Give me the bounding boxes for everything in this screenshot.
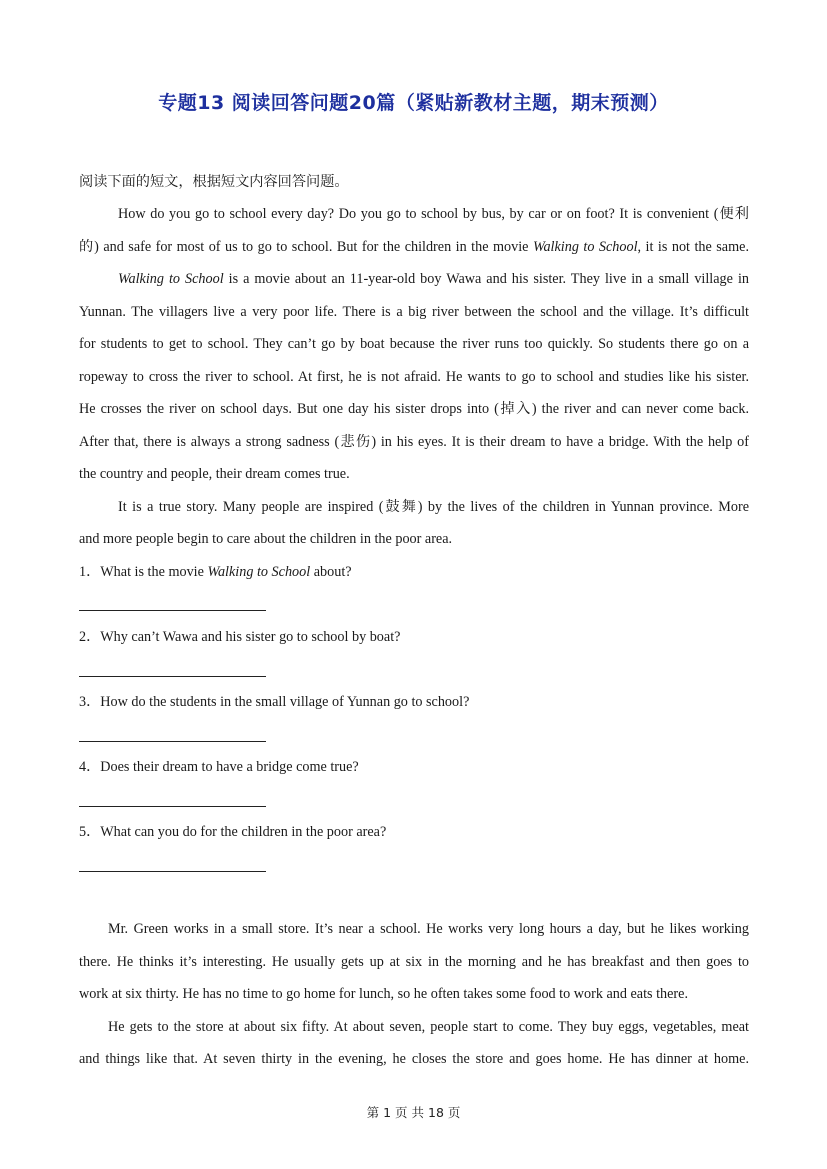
instruction: 阅读下面的短文，根据短文内容回答问题。 <box>79 174 349 190</box>
passage1-line-3: Walking to School is a movie about an 11-year-old boy Wawa and his sister. They live in a small village in <box>118 271 749 287</box>
page-footer: 第 1 页 共 18 页 <box>366 1105 461 1120</box>
question-4: 4．Does their dream to have a bridge come true? <box>79 759 359 775</box>
answer-line-3[interactable] <box>79 741 266 742</box>
answer-line-5[interactable] <box>79 871 266 872</box>
question-5: 5．What can you do for the children in the poor area? <box>79 824 387 840</box>
answer-line-1[interactable] <box>79 610 266 611</box>
passage1-line-2: 的) and safe for most of us to go to school. But for the children in the movie Walking to School, it is not the same. <box>79 239 749 255</box>
question-1: 1．What is the movie Walking to School about? <box>79 564 352 580</box>
page-title: 专题13 阅读回答问题20篇（紧贴新教材主题，期末预测） <box>158 92 669 114</box>
passage1-line-10: It is a true story. Many people are inspired (鼓舞) by the lives of the children in Yunnan province. More <box>118 499 749 515</box>
passage1-line-4: Yunnan. The villagers live a very poor life. There is a big river between the school and the village. It’s difficult <box>79 304 749 320</box>
passage1-line-9: the country and people, their dream comes true. <box>79 466 350 482</box>
passage2-line-2: there. He thinks it’s interesting. He usually gets up at six in the morning and he has breakfast and then goes to <box>79 954 749 970</box>
movie-title: Walking to School <box>532 239 638 255</box>
passage1-line-11: and more people begin to care about the children in the poor area. <box>79 531 453 547</box>
movie-title: Walking to School <box>118 271 224 287</box>
passage1-line-1: How do you go to school every day? Do you go to school by bus, by car or on foot? It is convenient (便利 <box>118 206 749 222</box>
passage1-line-6: ropeway to cross the river to school. At first, he is not afraid. He wants to go to school and studies like his sister. <box>79 369 749 385</box>
page-number: 1 <box>383 1105 392 1120</box>
question-2: 2．Why can’t Wawa and his sister go to school by boat? <box>79 629 401 645</box>
passage1-line-5: for students to get to school. They can’t go by boat because the river runs too quickly. So students there go on a <box>79 336 749 352</box>
passage2-line-4: He gets to the store at about six fifty. At about seven, people start to come. They buy eggs, vegetables, meat <box>108 1019 749 1035</box>
passage1-line-7: He crosses the river on school days. But one day his sister drops into (掉入) the river and can never come back. <box>79 401 749 417</box>
passage2-line-3: work at six thirty. He has no time to go home for lunch, so he often takes some food to work and eats there. <box>79 986 689 1002</box>
answer-line-2[interactable] <box>79 676 266 677</box>
answer-line-4[interactable] <box>79 806 266 807</box>
page-total: 18 <box>428 1105 444 1120</box>
passage1-line-8: After that, there is always a strong sadness (悲伤) in his eyes. It is their dream to have a bridge. With the help of <box>79 434 749 450</box>
question-3: 3．How do the students in the small village of Yunnan go to school? <box>79 694 470 710</box>
passage2-line-5: and things like that. At seven thirty in the evening, he closes the store and goes home. He has dinner at home. <box>79 1051 749 1067</box>
passage2-line-1: Mr. Green works in a small store. It’s near a school. He works very long hours a day, but he likes working <box>108 921 749 937</box>
